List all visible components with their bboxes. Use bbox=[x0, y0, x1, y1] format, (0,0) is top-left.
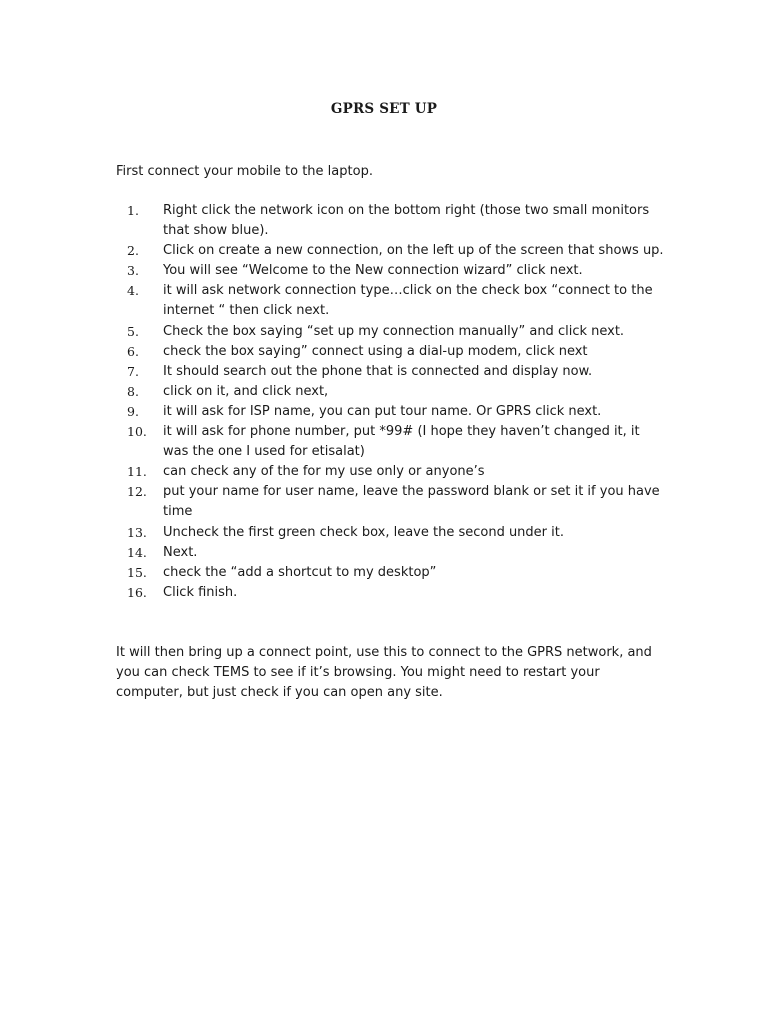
step-text: can check any of the for my use only or anyone’s bbox=[163, 464, 485, 480]
step-text: it will ask for ISP name, you can put tour name. Or GPRS click next. bbox=[163, 403, 602, 419]
list-item bbox=[116, 422, 664, 462]
intro-paragraph: First connect your mobile to the laptop. bbox=[116, 164, 373, 179]
step-text: Click finish. bbox=[163, 584, 238, 600]
step-number: 13. bbox=[127, 524, 147, 540]
list-item bbox=[116, 342, 664, 362]
document-title: GPRS SET UP bbox=[330, 101, 438, 117]
closing-paragraph: It will then bring up a connect point, use this to connect to the GPRS network, and you can check TEMS to see if it’s browsing. You might need to restart your computer, but just check if you can open any site. bbox=[116, 645, 652, 701]
step-number: 10. bbox=[127, 424, 147, 440]
step-number: 11. bbox=[127, 464, 147, 480]
list-item bbox=[116, 563, 664, 583]
step-number: 14. bbox=[127, 544, 147, 560]
list-item bbox=[116, 482, 664, 522]
list-item bbox=[116, 523, 664, 543]
step-number: 9. bbox=[127, 403, 139, 419]
step-text: it will ask network connection type…click on the check box “connect to the internet “ then click next. bbox=[163, 283, 653, 319]
list-item bbox=[116, 362, 664, 382]
list-item bbox=[116, 322, 664, 342]
list-item bbox=[116, 281, 664, 321]
list-item bbox=[116, 543, 664, 563]
step-text: Next. bbox=[163, 544, 198, 560]
step-number: 16. bbox=[127, 584, 147, 600]
step-text: Right click the network icon on the bottom right (those two small monitors that show blue). bbox=[163, 203, 650, 239]
step-number: 2. bbox=[127, 243, 139, 259]
step-text: check the “add a shortcut to my desktop” bbox=[163, 564, 437, 580]
step-number: 15. bbox=[127, 564, 147, 580]
step-number: 7. bbox=[127, 363, 139, 379]
step-text: it will ask for phone number, put *99# (I hope they haven’t changed it, it was the one I used for etisalat) bbox=[163, 424, 640, 460]
step-number: 12. bbox=[127, 484, 147, 500]
step-number: 5. bbox=[127, 323, 139, 339]
list-item bbox=[116, 382, 664, 402]
step-text: click on it, and click next, bbox=[163, 383, 329, 399]
step-text: put your name for user name, leave the password blank or set it if you have time bbox=[163, 484, 660, 520]
list-item bbox=[116, 583, 664, 603]
step-text: Check the box saying “set up my connection manually” and click next. bbox=[163, 323, 625, 339]
step-number: 3. bbox=[127, 263, 139, 279]
list-item bbox=[116, 402, 664, 422]
step-number: 8. bbox=[127, 383, 139, 399]
step-number: 4. bbox=[127, 283, 139, 299]
steps-list bbox=[116, 201, 664, 603]
step-text: Click on create a new connection, on the left up of the screen that shows up. bbox=[163, 243, 664, 259]
step-text: You will see “Welcome to the New connection wizard” click next. bbox=[163, 263, 583, 279]
list-item bbox=[116, 201, 664, 241]
step-text: It should search out the phone that is connected and display now. bbox=[163, 363, 593, 379]
step-text: Uncheck the first green check box, leave the second under it. bbox=[163, 524, 564, 540]
step-text: check the box saying” connect using a dial-up modem, click next bbox=[163, 343, 588, 359]
list-item bbox=[116, 241, 664, 261]
step-number: 6. bbox=[127, 343, 139, 359]
list-item bbox=[116, 261, 664, 281]
list-item bbox=[116, 462, 664, 482]
step-number: 1. bbox=[127, 203, 139, 218]
